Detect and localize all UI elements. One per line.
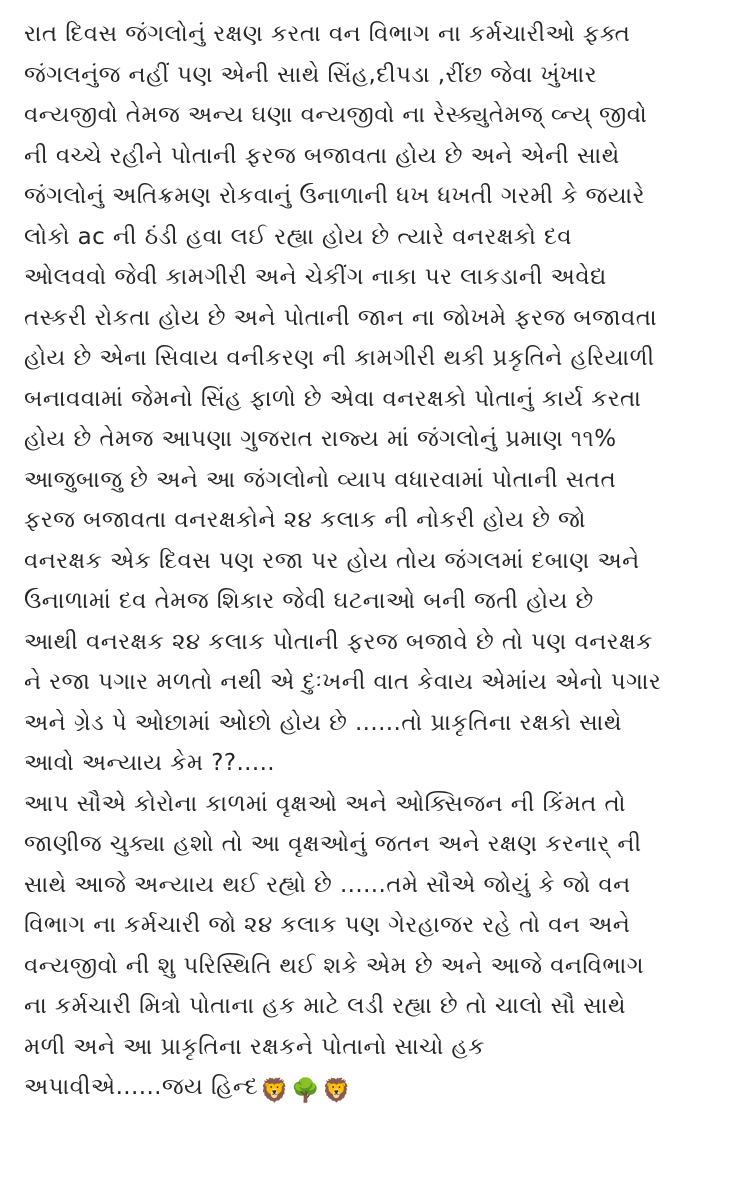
text-line: જાણીજ ચુક્યા હશો તો આ વૃક્ષઓનું જતન અને રક્ષણ કરનાર્ ની	[24, 831, 642, 857]
tree-icon: 🌳	[291, 1078, 321, 1104]
text-line: આવો અન્યાય કેમ ??.....	[24, 750, 276, 776]
text-line: વન્યજીવો તેમજ અન્ય ઘણા વન્યજીવો ના રેસ્ક્યુતેમજ્ વ્ન્ય્ જીવો	[24, 102, 648, 128]
text-line: તસ્કરી રોકતા હોય છે અને પોતાની જાન ના જોખમે ફરજ બજાવતા	[24, 304, 657, 331]
text-line: વિભાગ ના કર્મચારી જો ૨૪ કલાક પણ ગેરહાજર રહે તો વન અને	[24, 912, 631, 938]
text-line: લોકો ac ની ઠંડી હવા લઈ રહ્યા હોય છે ત્યારે વનરક્ષકો દવ	[24, 223, 572, 250]
text-line: અને ગ્રેડ પે ઓછામાં ઓછો હોય છે ......તો પ્રાકૃતિના રક્ષકો સાથે	[24, 709, 622, 736]
text-line: વનરક્ષક એક દિવસ પણ રજા પર હોય તોય જંગલમાં દબાણ અને	[24, 547, 640, 574]
text-line: મળી અને આ પ્રાકૃતિના રક્ષકને પોતાનો સાચો હક	[24, 1033, 485, 1060]
text-line: ને રજા પગાર મળતો નથી એ દુઃખની વાત કેવાય એમાંય એનો પગાર	[24, 669, 662, 695]
closing-line	[24, 1067, 724, 1108]
text-line: જંગલનુંજ નહીં પણ એની સાથે સિંહ,દીપડા ,રીંછ જેવા ખુંખાર	[24, 61, 597, 88]
text-line: વન્યજીવો ની શુ પરિસ્થિતિ થઈ શકે એમ છે અને આજે વનવિભાગ	[24, 952, 644, 979]
text-line: ઓલવવો જેવી કામગીરી અને ચેકીંગ નાકા પર લાકડાની અવેદ્ય	[24, 264, 607, 290]
text-line: આપ સૌએ કોરોના કાળમાં વૃક્ષઓ અને ઓક્સિજન ની કિંમત તો	[24, 790, 626, 817]
text-line: રાત દિવસ જંગલોનું રક્ષણ કરતા વન વિભાગ ના કર્મચારીઓ ફક્ત	[24, 21, 631, 47]
text-line: સાથે આજે અન્યાય થઈ રહ્યો છે ......તમે સૌએ જોયું કે જો વન	[24, 871, 631, 898]
text-line: ની વચ્ચે રહીને પોતાની ફરજ બજાવતા હોય છે અને એની સાથે	[24, 142, 620, 169]
text-line: ફરજ બજાવતા વનરક્ષકોને ૨૪ કલાક ની નોકરી હોય છે જો	[24, 507, 586, 533]
text-line: હોય છે એના સિવાય વનીકરણ ની કામગીરી થકી પ્રકૃતિને હરિયાળી	[24, 345, 655, 371]
closing-text: અપાવીએ......જય હિન્દ	[24, 1074, 259, 1100]
lion-face-icon: 🦁	[260, 1078, 290, 1104]
post-text	[24, 14, 724, 1108]
lion-face-icon: 🦁	[322, 1078, 352, 1104]
text-line: બનાવવામાં જેમનો સિંહ ફાળો છે એવા વનરક્ષકો પોતાનું કાર્ય કરતા	[24, 385, 642, 412]
text-line: ઉનાળામાં દવ તેમજ શિકાર જેવી ઘટનાઓ બની જતી હોય છે	[24, 588, 594, 614]
text-line: જંગલોનું અતિક્રમણ રોકવાનું ઉનાળાની ધખ ધખતી ગરમી કે જયારે	[24, 183, 645, 209]
text-line: ના કર્મચારી મિત્રો પોતાના હક માટે લડી રહ્યા છે તો ચાલો સૌ સાથે	[24, 993, 626, 1019]
text-line: હોય છે તેમજ આપણા ગુજરાત રાજ્ય માં જંગલોનું પ્રમાણ ૧૧%	[24, 426, 617, 452]
text-line: આથી વનરક્ષક ૨૪ કલાક પોતાની ફરજ બજાવે છે તો પણ વનરક્ષક	[24, 628, 653, 655]
text-line: આજુબાજુ છે અને આ જંગલોનો વ્યાપ વધારવામાં પોતાની સતત	[24, 466, 617, 493]
